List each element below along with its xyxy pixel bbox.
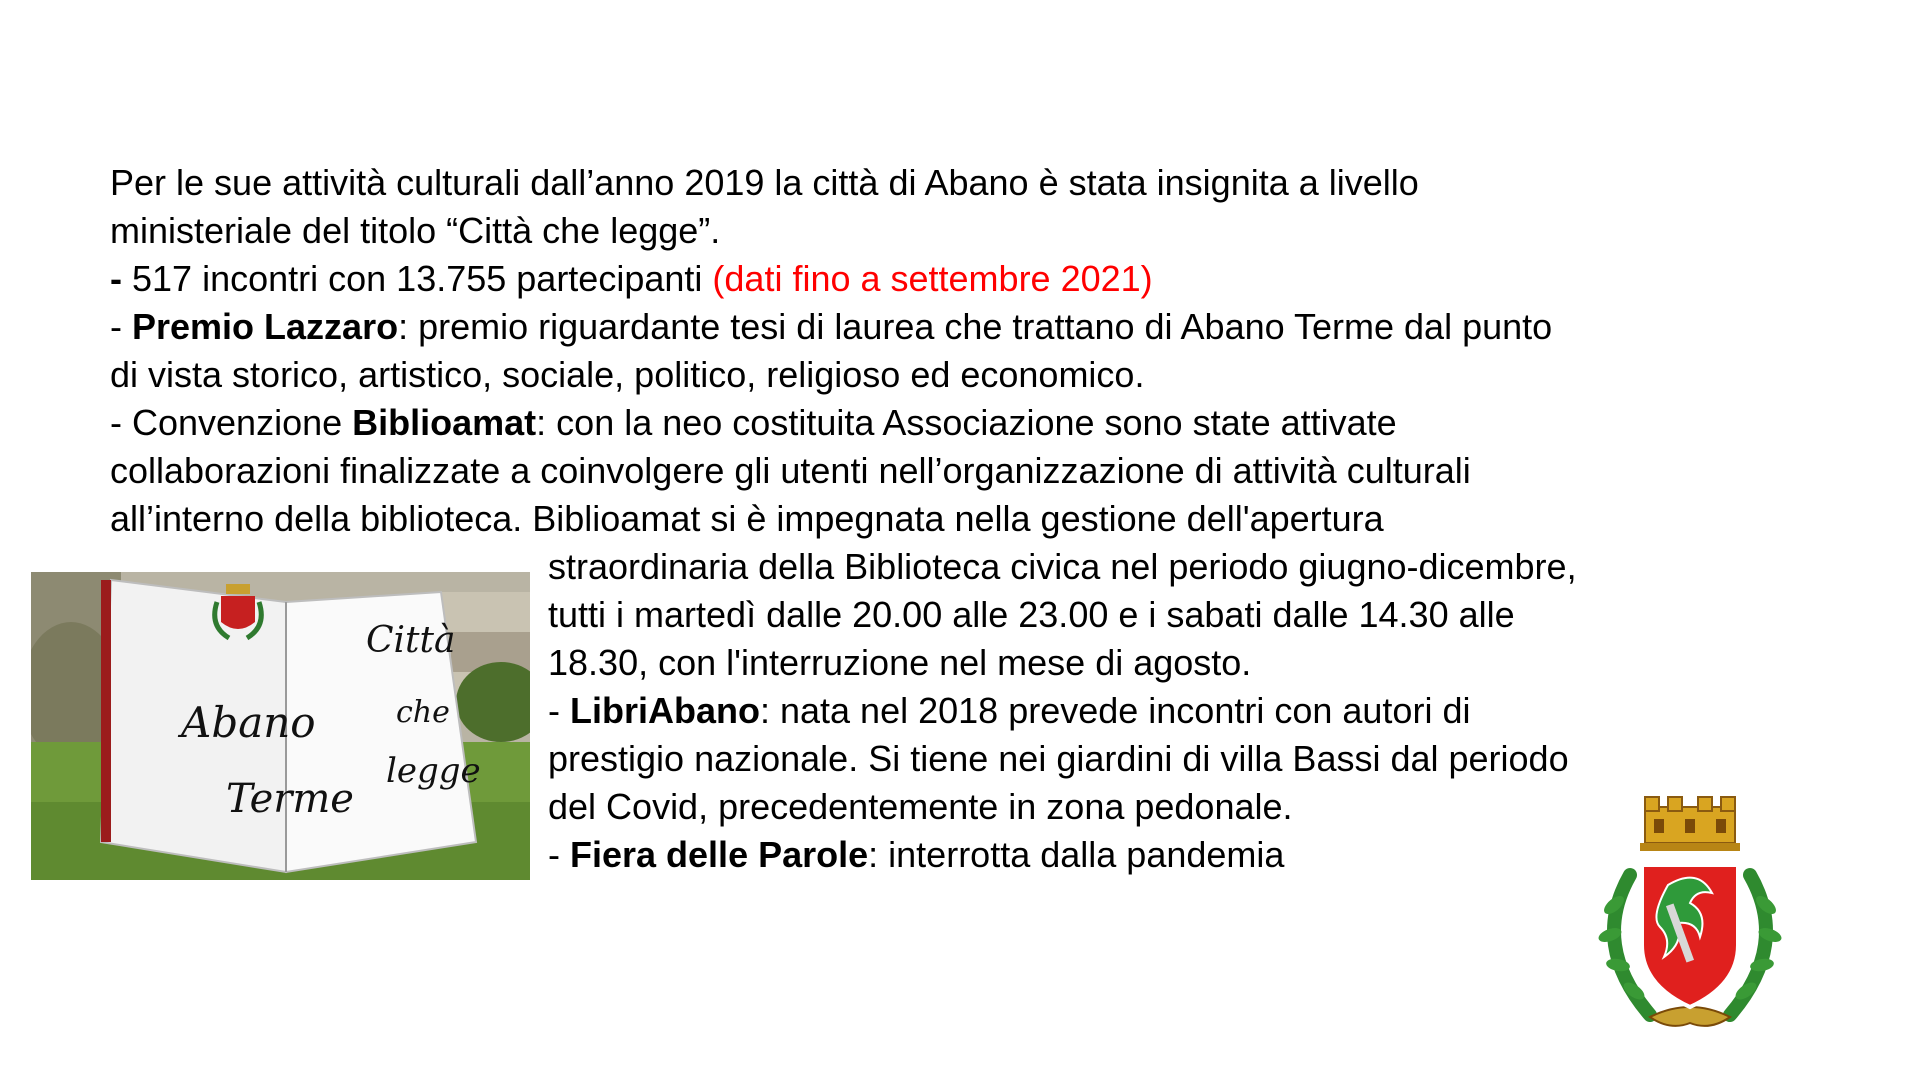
premio-title: Premio Lazzaro: [132, 306, 399, 347]
coat-of-arms-icon: [1590, 795, 1790, 1040]
convenzione-text: : con la neo costituita Associazione sono state attivate: [536, 402, 1397, 443]
sign-text-che: che: [396, 695, 450, 730]
text-line-1: Per le sue attività culturali dall’anno 2019 la città di Abano è stata insignita a livello: [110, 162, 1419, 203]
libriabano-title: LibriAbano: [570, 690, 760, 731]
libriabano-text: : nata nel 2018 prevede incontri con autori di: [759, 690, 1471, 731]
fiera-title: Fiera delle Parole: [570, 834, 869, 875]
convenzione-line: [110, 399, 1397, 447]
incontri-dash: -: [110, 258, 122, 299]
libriabano-line-2: prestigio nazionale. Si tiene nei giardini di villa Bassi dal periodo: [548, 738, 1569, 779]
incontri-note: (dati fino a settembre 2021): [712, 258, 1153, 299]
convenzione-line-5: tutti i martedì dalle 20.00 alle 23.00 e i sabati dalle 14.30 alle: [548, 594, 1515, 635]
premio-line: [110, 303, 1552, 351]
incontri-line: [110, 255, 1153, 303]
convenzione-line-6: 18.30, con l'interruzione nel mese di agosto.: [548, 642, 1252, 683]
premio-dash: -: [110, 306, 132, 347]
libriabano-line: [548, 687, 1470, 735]
citta-che-legge-photo: [31, 572, 530, 880]
libriabano-dash: -: [548, 690, 570, 731]
convenzione-title: Biblioamat: [352, 402, 537, 443]
convenzione-line-2: collaborazioni finalizzate a coinvolgere gli utenti nell’organizzazione di attività culturali: [110, 450, 1471, 491]
convenzione-line-4: straordinaria della Biblioteca civica nel periodo giugno-dicembre,: [548, 546, 1577, 587]
premio-line-2: di vista storico, artistico, sociale, politico, religioso ed economico.: [110, 354, 1145, 395]
sign-text-legge: legge: [386, 751, 481, 791]
convenzione-line-3: all’interno della biblioteca. Biblioamat si è impegnata nella gestione dell'apertura: [110, 498, 1384, 539]
fiera-text: : interrotta dalla pandemia: [868, 834, 1285, 875]
sign-text-terme: Terme: [226, 776, 354, 822]
text-line-2: ministeriale del titolo “Città che legge”.: [110, 210, 721, 251]
sign-text-abano: Abano: [181, 698, 316, 747]
fiera-line: [548, 831, 1284, 879]
incontri-text: 517 incontri con 13.755 partecipanti: [122, 258, 713, 299]
sign-text-citta: Città: [366, 620, 456, 661]
premio-text: : premio riguardante tesi di laurea che trattano di Abano Terme dal punto: [398, 306, 1553, 347]
convenzione-prefix: - Convenzione: [110, 402, 353, 443]
libriabano-line-3: del Covid, precedentemente in zona pedonale.: [548, 786, 1293, 827]
fiera-dash: -: [548, 834, 570, 875]
